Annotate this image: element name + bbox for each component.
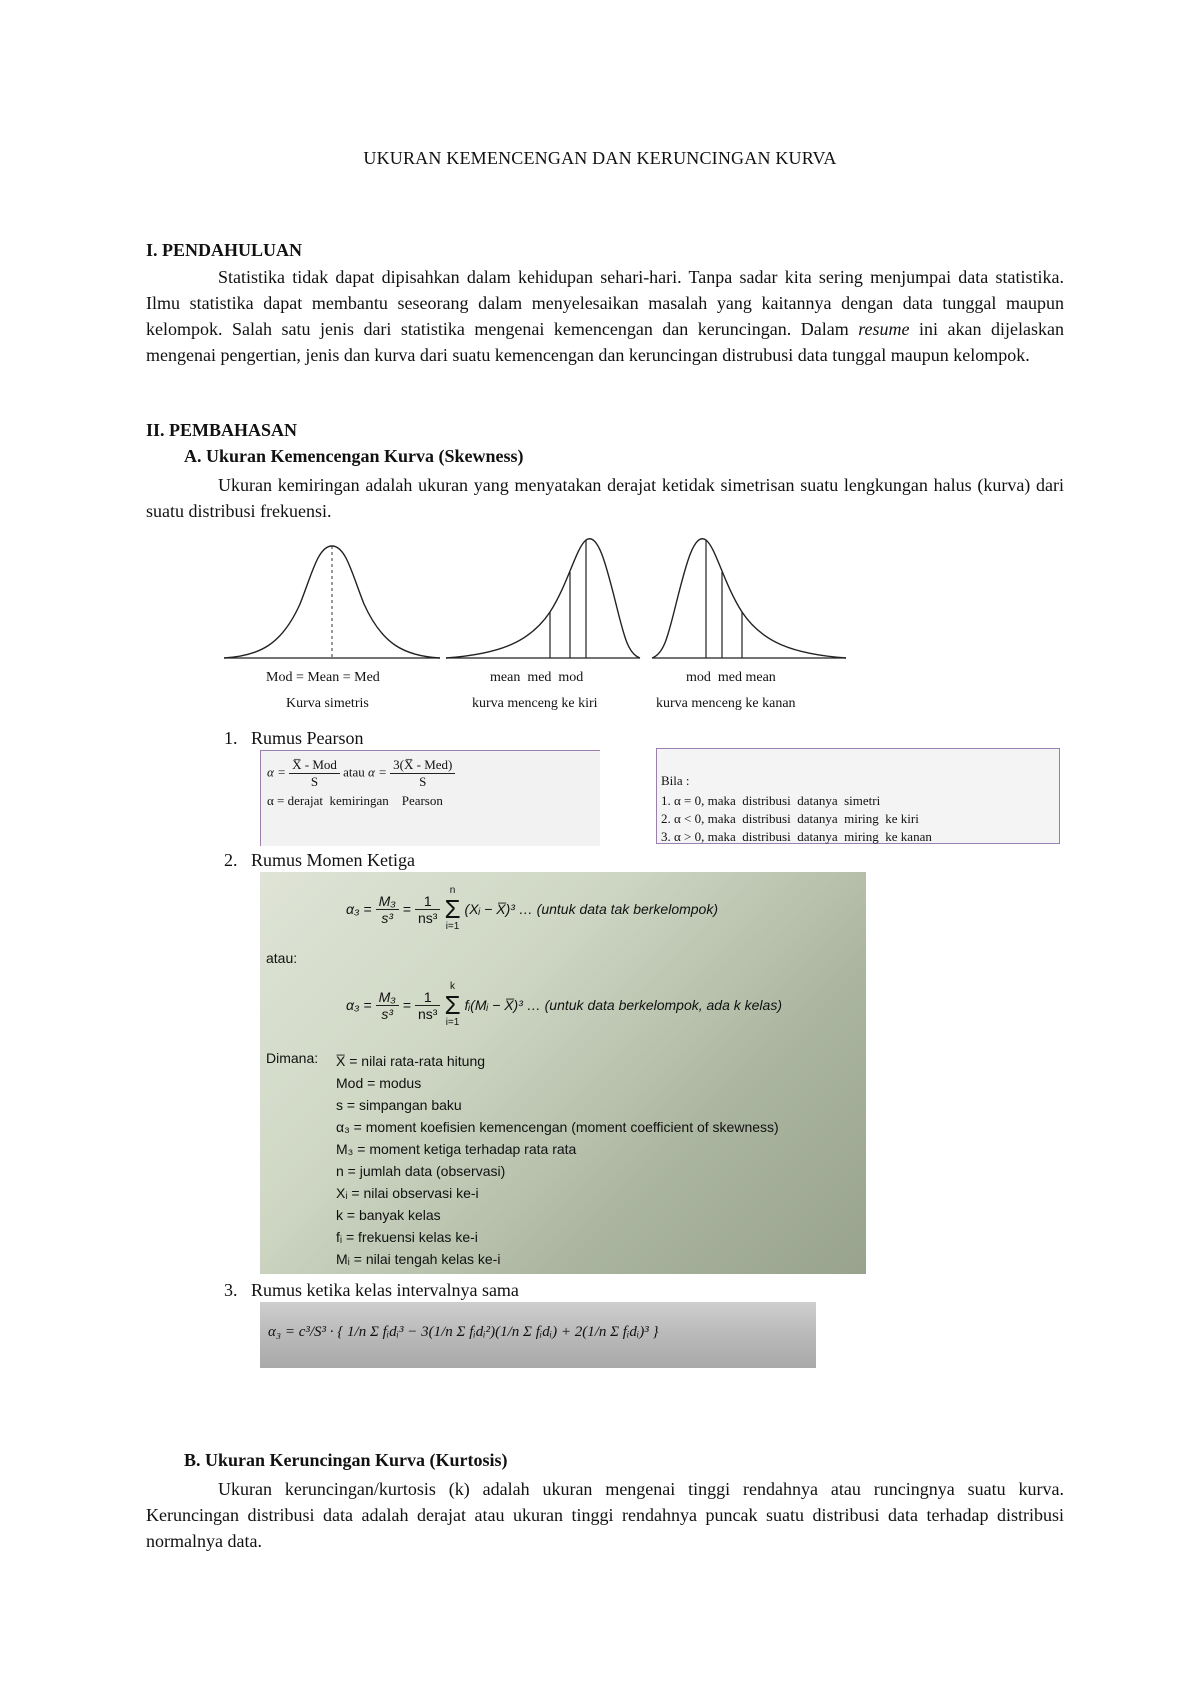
momen-equation-2 [346,982,782,1028]
skewness-curves-figure [220,524,848,722]
pearson-description: α = derajat kemiringan Pearson [267,793,443,808]
paragraph-pendahuluan [146,264,1064,368]
subsection-heading-skewness: A. Ukuran Kemencengan Kurva (Skewness) [184,446,524,466]
momen-ketiga-panel [260,872,866,1274]
eq2-left: α₃ = [346,997,372,1013]
eq1-summation [444,886,460,932]
eq1-frac2-num: 1 [415,893,440,910]
eq1-equals: = [402,901,412,917]
paragraph-skewness [146,472,1064,524]
eq2-sum-symbol: Σ [444,990,461,1020]
eq2-frac1-num: M₃ [376,989,399,1006]
paragraph-text: Ukuran keruncingan/kurtosis (k) adalah ukuran mengenai tinggi rendahnya atau runcingnya suatu kurva. Keruncingan distribusi data adalah derajat atau ukuran tinggi rendahnya puncak suatu distribusi data terhadap distribusi normalnya data. [146,1479,1064,1551]
curve-labels-left: mean med mod [490,670,584,685]
section-heading-pembahasan: II. PEMBAHASAN [146,420,298,440]
bila-row-2: 2. α < 0, maka distribusi datanya miring ke kiri [661,811,919,826]
eq1-sum-symbol: Σ [444,894,461,924]
pearson-formula [267,757,455,790]
pearson-denominator-1: S [310,774,319,789]
definition-item: Mᵢ = nilai tengah kelas ke-i [336,1251,501,1267]
pearson-formula-box [260,750,600,846]
curve-caption-symmetric: Kurva simetris [286,696,369,711]
bila-conditions-box [656,748,1060,844]
curve-labels-right: mod med mean [686,670,776,685]
paragraph-emphasis: resume [858,319,910,339]
bila-row-1: 1. α = 0, maka distribusi datanya simetri [661,793,881,808]
paragraph-text: Ukuran kemiringan adalah ukuran yang menyatakan derajat ketidak simetrisan suatu lengkungan halus (kurva) dari suatu distribusi frekuensi. [146,475,1064,521]
eq1-sum-bottom: i=1 [445,921,460,932]
curves-svg [220,524,848,722]
eq2-body: fᵢ(Mᵢ − X̅)³ … (untuk data berkelompok, ada k kelas) [464,997,782,1013]
eq1-body: (Xᵢ − X̅)³ … (untuk data tak berkelompok) [464,901,719,917]
list-item-kelas-interval: 3. Rumus ketika kelas intervalnya sama [224,1280,519,1300]
bila-heading: Bila : [661,773,690,788]
curve-caption-left: kurva menceng ke kiri [472,696,598,711]
curve-labels-symmetric: Mod = Mean = Med [266,670,380,685]
eq2-frac2-den: ns³ [418,1005,438,1022]
paragraph-text: Statistika tidak dapat dipisahkan dalam kehidupan sehari-hari. Tanpa sadar kita sering menjumpai data statistika. Ilmu statistika dapat membantu seseorang dalam menyelesaikan masalah yang kaitannya dengan data tunggal maupun kelompok. Salah satu jenis dari statistika mengenai kemencengan dan keruncingan. Dalam [146,267,1064,339]
definition-item: n = jumlah data (observasi) [336,1163,506,1179]
pearson-alpha-2: α = [368,764,387,780]
eq2-fraction-2 [415,989,440,1022]
pearson-atau: atau [343,764,365,780]
eq1-frac2-den: ns³ [418,909,438,926]
momen-dimana-label: Dimana: [266,1050,319,1066]
eq2-sum-bottom: i=1 [445,1017,460,1028]
eq1-sum-top: n [449,885,456,896]
left-skew-curve [446,539,640,658]
definition-item: α₃ = moment koefisien kemencengan (moment coefficient of skewness) [336,1119,779,1135]
eq2-summation [444,982,460,1028]
curve-caption-right: kurva menceng ke kanan [656,696,796,711]
pearson-alpha-1: α = [267,764,286,780]
pearson-denominator-2: S [419,774,427,789]
definition-item: M₃ = moment ketiga terhadap rata rata [336,1141,577,1157]
eq2-fraction-1 [376,989,399,1022]
definition-item: X̅ = nilai rata-rata hitung [336,1053,486,1069]
eq2-equals: = [402,997,412,1013]
subsection-heading-kurtosis: B. Ukuran Keruncingan Kurva (Kurtosis) [184,1450,508,1470]
eq1-frac1-num: M₃ [376,893,399,910]
eq1-left: α₃ = [346,901,372,917]
paragraph-text-end: ini akan dijelaskan mengenai pengertian, jenis dan kurva dari suatu kemencengan dan keruncingan distrubusi data tunggal maupun kelompok. [146,319,1064,365]
definition-item: Mod = modus [336,1075,422,1091]
paragraph-kurtosis [146,1476,1064,1554]
eq2-frac2-num: 1 [415,989,440,1006]
pearson-numerator-2: 3(X̅ - Med) [390,757,455,774]
pearson-fraction-1 [289,757,340,790]
definition-item: s = simpangan baku [336,1097,462,1113]
rumus-interval-sama-panel [260,1302,816,1368]
section-heading-pendahuluan: I. PENDAHULUAN [146,240,303,260]
eq1-frac1-den: s³ [381,909,394,926]
eq2-sum-top: k [450,981,455,992]
pearson-numerator-1: X̅ - Mod [289,757,340,774]
eq1-fraction-2 [415,893,440,926]
eq1-fraction-1 [376,893,399,926]
list-item-pearson: 1. Rumus Pearson [224,728,364,748]
definition-item: Xᵢ = nilai observasi ke-i [336,1185,479,1201]
pearson-fraction-2 [390,757,455,790]
momen-definitions [336,1050,779,1270]
definition-item: fᵢ = frekuensi kelas ke-i [336,1229,478,1245]
bila-row-3: 3. α > 0, maka distribusi datanya miring ke kanan [661,829,932,844]
rumus-interval-sama-equation: α₃ = c³/S³ · { 1/n Σ fᵢdᵢ³ − 3(1/n Σ fᵢdᵢ²)(1/n Σ fᵢdᵢ) + 2(1/n Σ fᵢdᵢ)³ } [268,1324,659,1340]
eq2-frac1-den: s³ [381,1005,394,1022]
list-item-momen-ketiga: 2. Rumus Momen Ketiga [224,850,415,870]
momen-atau: atau: [266,950,298,966]
definition-item: k = banyak kelas [336,1207,441,1223]
page-title: UKURAN KEMENCENGAN DAN KERUNCINGAN KURVA [363,148,837,168]
right-skew-curve [652,539,846,658]
momen-equation-1 [346,886,718,932]
